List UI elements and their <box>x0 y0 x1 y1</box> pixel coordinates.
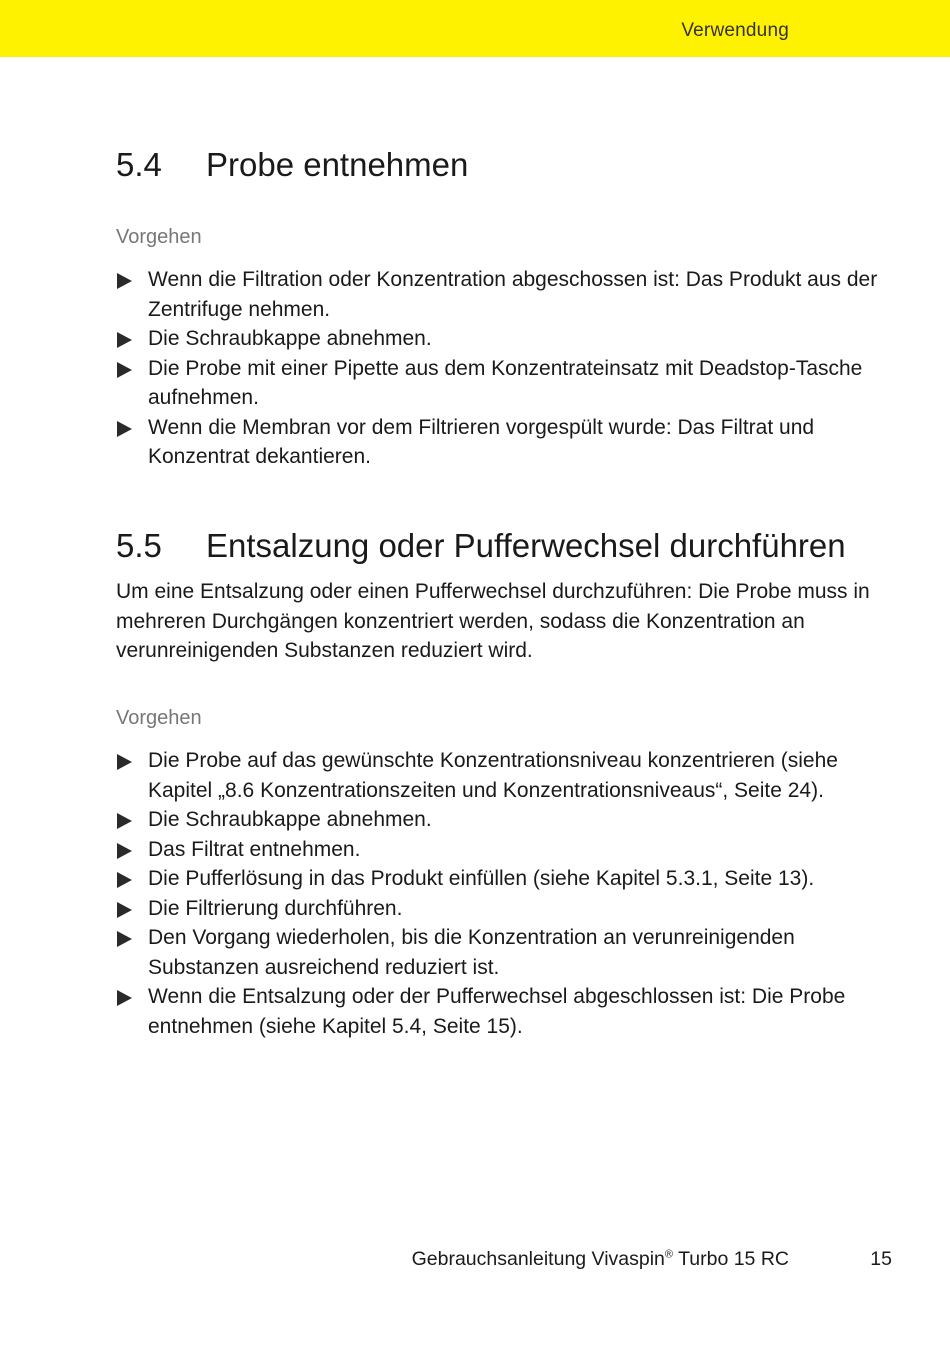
manual-title <box>412 1248 789 1271</box>
step-text: Das Filtrat entnehmen. <box>148 837 361 861</box>
section-5-5 <box>116 526 896 566</box>
step-item <box>116 805 896 835</box>
triangle-right-icon <box>117 273 132 289</box>
triangle-right-icon <box>117 902 132 918</box>
step-item <box>116 265 896 324</box>
triangle-right-icon <box>117 843 132 859</box>
section-title: Entsalzung oder Pufferwechsel durchführen <box>206 527 846 564</box>
registered-mark: ® <box>664 1248 674 1261</box>
section-number: 5.5 <box>116 527 162 564</box>
procedure-label-5-4-wrap <box>116 224 896 250</box>
triangle-right-icon <box>117 754 132 770</box>
page-number: 15 <box>870 1248 892 1270</box>
step-item <box>116 354 896 413</box>
step-item <box>116 835 896 865</box>
section-title: Probe entnehmen <box>206 146 469 183</box>
step-text: Die Pufferlösung in das Produkt einfüllen (siehe Kapitel 5.3.1, Seite 13). <box>148 867 815 890</box>
triangle-right-icon <box>117 990 132 1006</box>
triangle-right-icon <box>117 813 132 829</box>
step-item <box>116 413 896 472</box>
section-heading <box>116 145 896 185</box>
triangle-right-icon <box>117 931 132 947</box>
triangle-right-icon <box>117 362 132 378</box>
step-text: Die Probe mit einer Pipette aus dem Konzentrateinsatz mit Deadstop-Tasche aufnehmen. <box>148 356 863 409</box>
triangle-right-icon <box>117 421 132 437</box>
manual-title-suffix: Turbo 15 RC <box>673 1248 789 1270</box>
step-item <box>116 923 896 982</box>
step-text: Die Filtrierung durchführen. <box>148 896 403 920</box>
header-band <box>0 0 950 57</box>
step-text: Wenn die Filtration oder Konzentration abgeschossen ist: Das Produkt aus der Zentrifuge nehmen. <box>148 268 878 321</box>
step-text: Wenn die Entsalzung oder der Pufferwechsel abgeschlossen ist: Die Probe entnehmen (siehe Kapitel 5.4, Seite 15). <box>148 985 846 1038</box>
step-item <box>116 746 896 805</box>
steps-5-4-wrap <box>116 265 896 472</box>
triangle-right-icon <box>117 872 132 888</box>
step-item <box>116 864 896 894</box>
triangle-right-icon <box>117 332 132 348</box>
step-text: Den Vorgang wiederholen, bis die Konzentration an verunreinigenden Substanzen ausreichend reduziert ist. <box>148 926 795 979</box>
intro-5-5-wrap <box>116 577 896 666</box>
step-item <box>116 324 896 354</box>
step-item <box>116 894 896 924</box>
step-text: Wenn die Membran vor dem Filtrieren vorgespült wurde: Das Filtrat und Konzentrat dekantieren. <box>148 415 815 468</box>
procedure-label: Vorgehen <box>116 226 202 248</box>
intro-paragraph: Um eine Entsalzung oder einen Pufferwechsel durchzuführen: Die Probe muss in mehreren Durchgängen konzentriert werden, sodass die Konzentration an verunreinigenden Substanzen reduziert wird. <box>116 580 870 662</box>
step-text: Die Probe auf das gewünschte Konzentrationsniveau konzentrieren (siehe Kapitel „8.6 Konzentrationszeiten und Konzentrationsniveaus“, Seite 24). <box>148 749 838 802</box>
step-list <box>116 265 896 472</box>
chapter-label: Verwendung <box>681 20 789 41</box>
section-number: 5.4 <box>116 146 162 183</box>
step-text: Die Schraubkappe abnehmen. <box>148 327 432 350</box>
step-list <box>116 746 896 1041</box>
manual-title-prefix: Gebrauchsanleitung Vivaspin <box>411 1248 665 1270</box>
procedure-label-5-5-wrap <box>116 705 896 731</box>
section-heading <box>116 526 896 566</box>
steps-5-5-wrap <box>116 746 896 1041</box>
section-5-4 <box>116 145 896 185</box>
procedure-label: Vorgehen <box>116 707 202 729</box>
step-text: Die Schraubkappe abnehmen. <box>148 808 432 831</box>
step-item <box>116 982 896 1041</box>
